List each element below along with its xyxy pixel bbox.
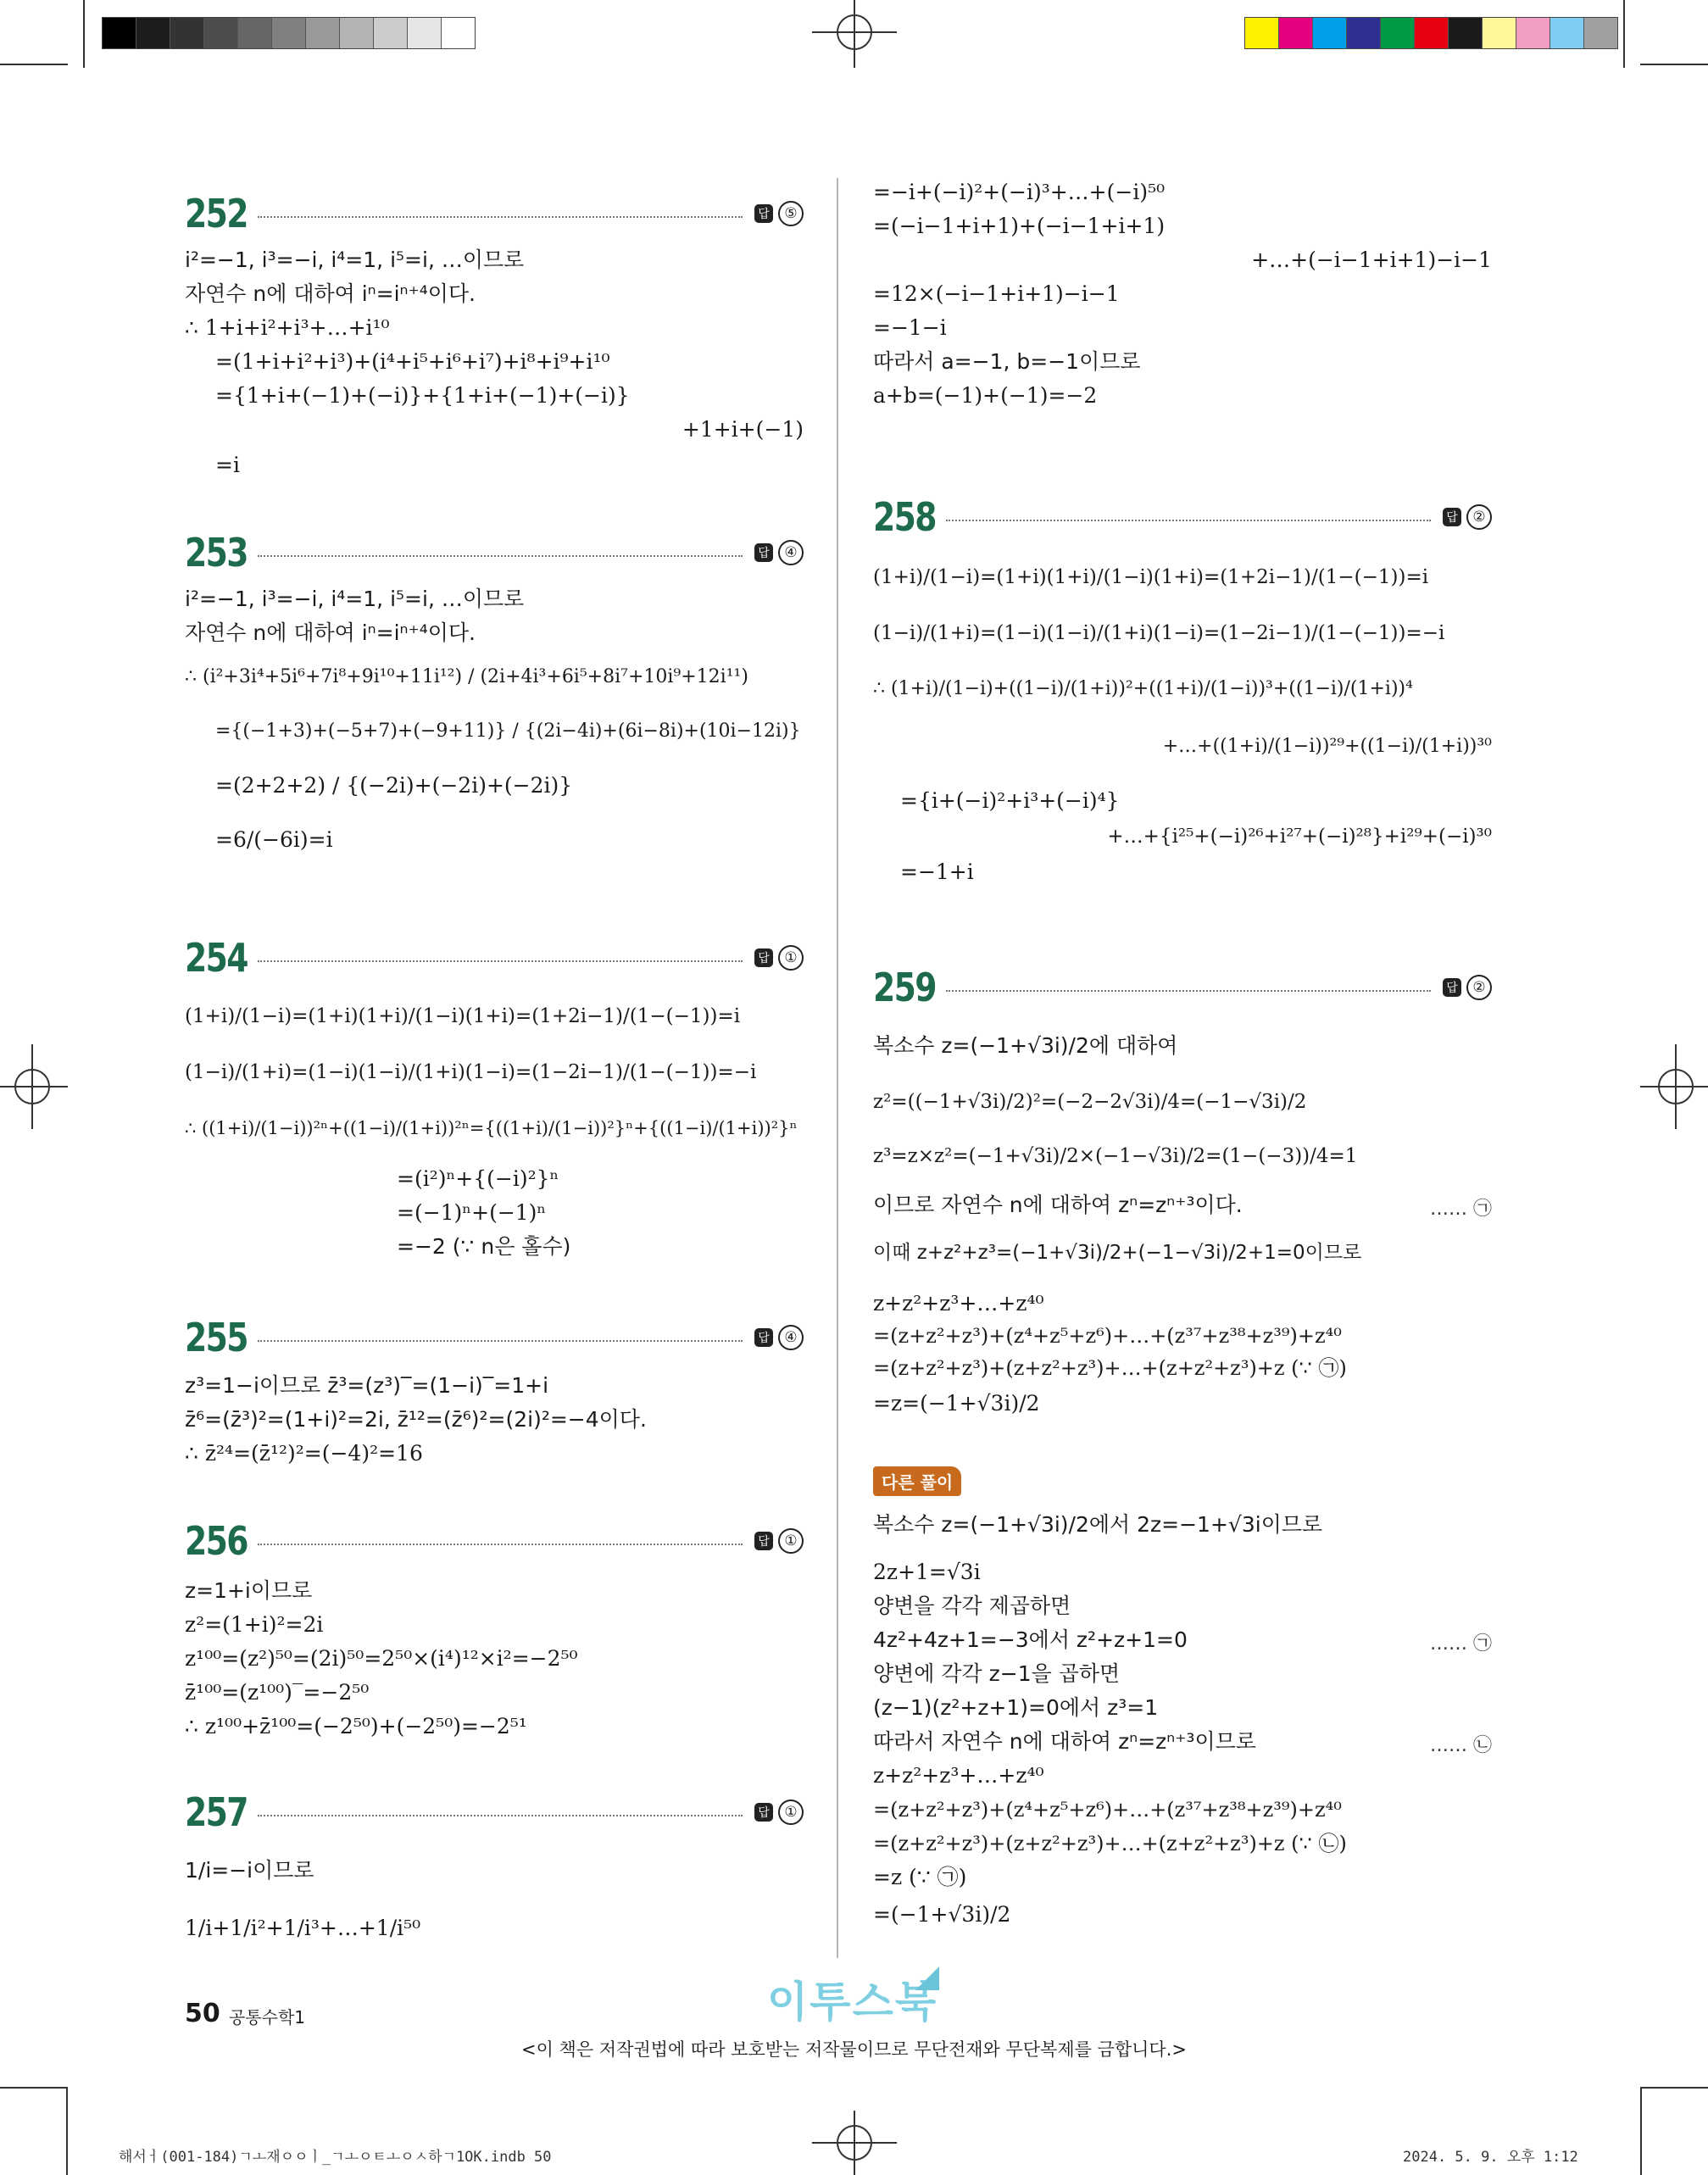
leader-dots — [946, 520, 1431, 521]
answer-badge: 답 — [754, 948, 773, 967]
color-swatch — [170, 18, 204, 48]
registration-mark-icon — [0, 1044, 68, 1129]
problem-257 — [185, 1787, 804, 1982]
solution-line: z¹⁰⁰=(z²)⁵⁰=(2i)⁵⁰=2⁵⁰×(i⁴)¹²×i²=−2⁵⁰ — [185, 1646, 578, 1671]
color-swatch — [306, 18, 340, 48]
solution-line: 따라서 자연수 n에 대하여 zⁿ=zⁿ⁺³이므로 — [873, 1729, 1256, 1754]
color-swatch — [442, 18, 475, 48]
crop-mark — [0, 64, 68, 65]
copyright-notice: <이 책은 저작권법에 따라 보호받는 저작물이므로 무단전재와 무단복제를 금합니다.> — [521, 2039, 1187, 2060]
solution-line: 복소수 z=(−1+√3i)/2에서 2z=−1+√3i이므로 — [873, 1512, 1323, 1537]
solution-line: (z−1)(z²+z+1)=0에서 z³=1 — [873, 1695, 1159, 1720]
crop-mark — [66, 2087, 68, 2175]
answer-badge: 답 — [754, 1328, 773, 1347]
answer-badge: 답 — [754, 543, 773, 562]
answer-value: ② — [1466, 975, 1492, 1000]
solution-line: z+z²+z³+…+z⁴⁰ — [873, 1291, 1044, 1316]
solution-line: z+z²+z³+…+z⁴⁰ — [873, 1763, 1044, 1788]
section-header — [873, 492, 1492, 542]
problem-number: 259 — [873, 965, 936, 1010]
solution-line: ∴ (i²+3i⁴+5i⁶+7i⁸+9i¹⁰+11i¹²) / (2i+4i³+6i⁵+8i⁷+10i⁹+12i¹¹) — [185, 666, 748, 687]
color-swatch — [204, 18, 238, 48]
solution-line: z̄⁶=(z̄³)²=(1+i)²=2i, z̄¹²=(z̄⁶)²=(2i)²=−4이다. — [185, 1407, 647, 1432]
problem-number: 255 — [185, 1315, 248, 1360]
section-header — [185, 1787, 804, 1838]
problem-number: 257 — [185, 1789, 248, 1835]
crop-mark — [1623, 0, 1625, 68]
book-title: 공통수학1 — [229, 2007, 306, 2028]
solution-line: =(z+z²+z³)+(z+z²+z³)+…+(z+z²+z³)+z (∵ ㉠) — [873, 1356, 1347, 1380]
print-timestamp: 2024. 5. 9. 오후 1:12 — [1403, 2149, 1578, 2166]
solution-line: ∴ (1+i)/(1−i)+((1−i)/(1+i))²+((1+i)/(1−i))³+((1−i)/(1+i))⁴ — [873, 678, 1413, 699]
answer-badge: 답 — [1443, 508, 1461, 526]
color-swatch — [408, 18, 442, 48]
cmyk-color-bar — [1244, 17, 1618, 49]
solution-line: (1−i)/(1+i)=(1−i)(1−i)/(1+i)(1−i)=(1−2i−1)/(1−(−1))=−i — [873, 622, 1445, 644]
alternate-solution — [873, 1510, 1492, 1985]
section-header — [873, 962, 1492, 1013]
answer — [754, 945, 804, 971]
answer — [1443, 504, 1492, 530]
solution-line: +…+(−i−1+i+1)−i−1 — [1251, 248, 1492, 272]
solution-line: +1+i+(−1) — [682, 417, 804, 442]
color-swatch — [1584, 18, 1617, 48]
gray-color-bar — [102, 17, 476, 49]
solution-line: =(−i−1+i+1)+(−i−1+i+1) — [873, 214, 1166, 238]
solution-line: 복소수 z=(−1+√3i)/2에 대하여 — [873, 1033, 1178, 1058]
color-swatch — [1381, 18, 1415, 48]
solution-line: =(1+i+i²+i³)+(i⁴+i⁵+i⁶+i⁷)+i⁸+i⁹+i¹⁰ — [215, 349, 610, 374]
registration-mark-icon — [812, 2111, 897, 2175]
answer-value: ① — [778, 945, 804, 971]
color-swatch — [1449, 18, 1483, 48]
leader-dots — [258, 1340, 743, 1342]
solution-line: =−1+i — [900, 859, 974, 884]
solution-line: z²=(1+i)²=2i — [185, 1612, 324, 1637]
publisher-logo: 이투스북 — [767, 1978, 938, 2027]
solution-line: =−2 (∵ n은 홀수) — [397, 1234, 571, 1259]
color-swatch — [238, 18, 272, 48]
solution-line: =(2+2+2) / {(−2i)+(−2i)+(−2i)} — [215, 773, 573, 798]
problem-256 — [185, 1516, 804, 1736]
color-swatch — [1415, 18, 1449, 48]
color-swatch — [103, 18, 136, 48]
color-swatch — [1245, 18, 1279, 48]
answer-value: ② — [1466, 504, 1492, 530]
leader-dots — [946, 990, 1431, 992]
solution-line: +…+((1+i)/(1−i))²⁹+((1−i)/(1+i))³⁰ — [1162, 736, 1492, 757]
page-number: 50 — [185, 1999, 220, 2028]
file-slug: 해서ㅓ(001-184)ㄱㅗ재ㅇㅇㅣ_ㄱㅗㅇㅌㅗㅇㅅ하ㄱ1OK.indb 50 — [119, 2149, 552, 2166]
crop-mark — [1640, 2087, 1708, 2089]
solution-line: =i — [215, 453, 240, 477]
leader-dots — [258, 1544, 743, 1545]
solution-line: z̄¹⁰⁰=(z¹⁰⁰)‾=−2⁵⁰ — [185, 1680, 370, 1705]
solution-line: =(−1)ⁿ+(−1)ⁿ — [397, 1200, 547, 1225]
solution-line: +…+{i²⁵+(−i)²⁶+i²⁷+(−i)²⁸}+i²⁹+(−i)³⁰ — [1107, 826, 1492, 848]
leader-dots — [258, 555, 743, 557]
solution-line: ∴ z̄²⁴=(z̄¹²)²=(−4)²=16 — [185, 1441, 423, 1466]
solution-line: =(−1+√3i)/2 — [873, 1902, 1011, 1927]
solution-line: i²=−1, i³=−i, i⁴=1, i⁵=i, …이므로 — [185, 587, 525, 611]
solution-line: 자연수 n에 대하여 iⁿ=iⁿ⁺⁴이다. — [185, 620, 476, 645]
color-swatch — [340, 18, 374, 48]
solution-line: z³=z×z²=(−1+√3i)/2×(−1−√3i)/2=(1−(−3))/4=1 — [873, 1145, 1358, 1167]
answer-value: ① — [778, 1800, 804, 1825]
answer-badge: 답 — [754, 204, 773, 223]
solution-line: 양변을 각각 제곱하면 — [873, 1594, 1071, 1618]
color-swatch — [1347, 18, 1381, 48]
section-header — [185, 1516, 804, 1566]
answer-badge: 답 — [754, 1532, 773, 1550]
solution-line: i²=−1, i³=−i, i⁴=1, i⁵=i, …이므로 — [185, 248, 525, 272]
answer — [754, 201, 804, 226]
solution-line: =−1−i — [873, 315, 947, 340]
leader-dots — [258, 960, 743, 962]
answer-badge: 답 — [1443, 978, 1461, 997]
problem-number: 253 — [185, 530, 248, 576]
color-swatch — [272, 18, 306, 48]
alternate-solution-tag: 다른 풀이 — [873, 1466, 961, 1496]
problem-258 — [873, 492, 1492, 884]
problem-259 — [873, 962, 1492, 1416]
solution-line: (1−i)/(1+i)=(1−i)(1−i)/(1+i)(1−i)=(1−2i−1)/(1−(−1))=−i — [185, 1061, 757, 1083]
solution-line: =(z+z²+z³)+(z+z²+z³)+…+(z+z²+z³)+z (∵ ㉡) — [873, 1832, 1347, 1855]
answer-value: ④ — [778, 1325, 804, 1350]
solution-line: =z (∵ ㉠) — [873, 1865, 967, 1889]
section-header — [185, 1312, 804, 1363]
section-header — [185, 188, 804, 239]
color-swatch — [1313, 18, 1347, 48]
answer — [754, 1528, 804, 1554]
problem-257-continued — [873, 178, 1492, 424]
solution-line: (1+i)/(1−i)=(1+i)(1+i)/(1−i)(1+i)=(1+2i−1)/(1−(−1))=i — [873, 566, 1429, 588]
answer — [1443, 975, 1492, 1000]
solution-line: ={i+(−i)²+i³+(−i)⁴} — [900, 788, 1120, 813]
registration-mark-icon — [1640, 1044, 1708, 1129]
solution-line: =z=(−1+√3i)/2 — [873, 1391, 1040, 1416]
solution-line: ={(−1+3)+(−5+7)+(−9+11)} / {(2i−4i)+(6i−8i)+(10i−12i)} — [215, 720, 801, 742]
column-divider — [837, 178, 838, 1958]
solution-line: 양변에 각각 z−1을 곱하면 — [873, 1661, 1121, 1686]
problem-number: 254 — [185, 935, 248, 981]
solution-line: 이때 z+z²+z³=(−1+√3i)/2+(−1−√3i)/2+1=0이므로 — [873, 1242, 1362, 1264]
solution-line: 4z²+4z+1=−3에서 z²+z+1=0 — [873, 1627, 1188, 1652]
solution-line: z=1+i이므로 — [185, 1578, 313, 1603]
problem-255 — [185, 1312, 804, 1482]
leader-dots — [258, 216, 743, 218]
solution-line: =6/(−6i)=i — [215, 827, 333, 852]
solution-line: z³=1−i이므로 z̄³=(z³)‾=(1−i)‾=1+i — [185, 1373, 549, 1398]
answer — [754, 1325, 804, 1350]
section-header — [185, 527, 804, 578]
answer — [754, 540, 804, 565]
solution-line: ∴ z¹⁰⁰+z̄¹⁰⁰=(−2⁵⁰)+(−2⁵⁰)=−2⁵¹ — [185, 1714, 527, 1738]
answer-value: ① — [778, 1528, 804, 1554]
circled-mark: …… ㉠ — [1430, 1199, 1492, 1220]
logo-mark-icon — [915, 1966, 939, 1990]
solution-line: =(z+z²+z³)+(z⁴+z⁵+z⁶)+…+(z³⁷+z³⁸+z³⁹)+z⁴⁰ — [873, 1798, 1342, 1822]
solution-line: ={1+i+(−1)+(−i)}+{1+i+(−1)+(−i)} — [215, 383, 630, 408]
solution-line: a+b=(−1)+(−1)=−2 — [873, 383, 1098, 408]
crop-mark — [1640, 64, 1708, 65]
answer-badge: 답 — [754, 1803, 773, 1822]
answer — [754, 1800, 804, 1825]
solution-line: 2z+1=√3i — [873, 1560, 981, 1584]
solution-line: =(i²)ⁿ+{(−i)²}ⁿ — [397, 1166, 559, 1191]
color-swatch — [1516, 18, 1550, 48]
solution-line: ∴ ((1+i)/(1−i))²ⁿ+((1−i)/(1+i))²ⁿ={((1+i)/(1−i))²}ⁿ+{((1−i)/(1+i))²}ⁿ — [185, 1118, 798, 1138]
crop-mark — [83, 0, 85, 68]
leader-dots — [258, 1815, 743, 1816]
solution-line: 1/i=−i이므로 — [185, 1858, 314, 1883]
solution-line: (1+i)/(1−i)=(1+i)(1+i)/(1−i)(1+i)=(1+2i−1)/(1−(−1))=i — [185, 1005, 741, 1027]
crop-mark — [0, 2087, 68, 2089]
solution-line: =−i+(−i)²+(−i)³+…+(−i)⁵⁰ — [873, 180, 1166, 204]
solution-line: 따라서 a=−1, b=−1이므로 — [873, 349, 1141, 374]
problem-253 — [185, 527, 804, 852]
color-swatch — [374, 18, 408, 48]
solution-line: 이므로 자연수 n에 대하여 zⁿ=zⁿ⁺³이다. — [873, 1193, 1243, 1217]
color-swatch — [1483, 18, 1516, 48]
answer-value: ⑤ — [778, 201, 804, 226]
problem-number: 256 — [185, 1518, 248, 1564]
solution-line: 1/i+1/i²+1/i³+…+1/i⁵⁰ — [185, 1916, 421, 1940]
crop-mark — [1640, 2087, 1642, 2175]
color-swatch — [1279, 18, 1313, 48]
solution-line: =(z+z²+z³)+(z⁴+z⁵+z⁶)+…+(z³⁷+z³⁸+z³⁹)+z⁴⁰ — [873, 1324, 1342, 1348]
problem-number: 258 — [873, 494, 936, 540]
circled-mark: …… ㉠ — [1430, 1633, 1492, 1655]
solution-line: =12×(−i−1+i+1)−i−1 — [873, 281, 1120, 306]
solution-line: z²=((−1+√3i)/2)²=(−2−2√3i)/4=(−1−√3i)/2 — [873, 1091, 1307, 1113]
color-swatch — [136, 18, 170, 48]
color-swatch — [1550, 18, 1584, 48]
problem-254 — [185, 932, 804, 1271]
solution-line: 자연수 n에 대하여 iⁿ=iⁿ⁺⁴이다. — [185, 281, 476, 306]
section-header — [185, 932, 804, 983]
solution-line: ∴ 1+i+i²+i³+…+i¹⁰ — [185, 315, 390, 340]
answer-value: ④ — [778, 540, 804, 565]
registration-mark-icon — [812, 0, 897, 68]
circled-mark: …… ㉡ — [1430, 1735, 1492, 1756]
problem-252 — [185, 188, 804, 510]
problem-number: 252 — [185, 191, 248, 236]
